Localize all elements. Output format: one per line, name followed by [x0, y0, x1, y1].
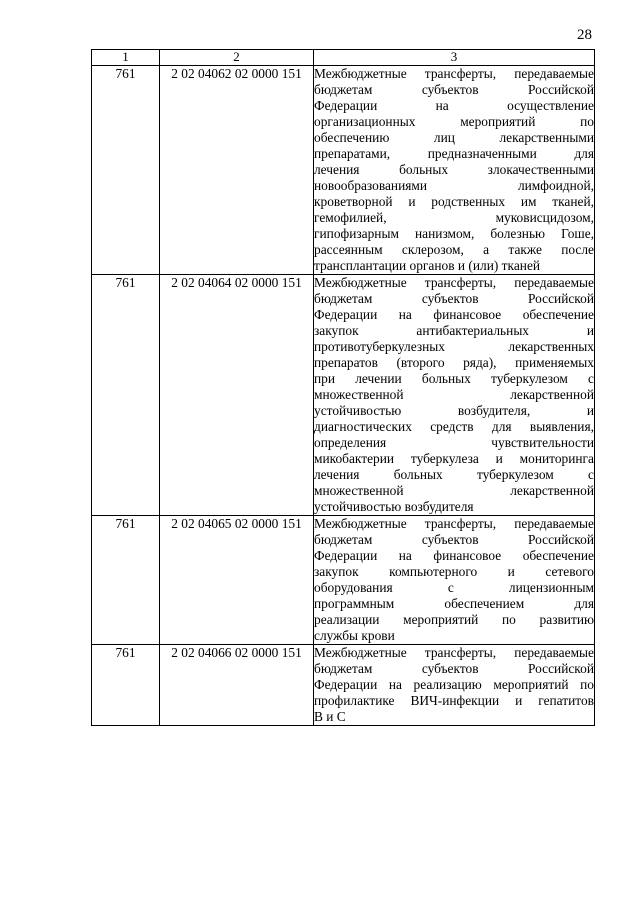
admin-code-cell: 761 — [92, 516, 160, 645]
kbk-code-cell: 2 02 04064 02 0000 151 — [160, 275, 314, 516]
description-line: противотуберкулезных лекарственных — [314, 339, 594, 354]
kbk-code-cell: 2 02 04065 02 0000 151 — [160, 516, 314, 645]
description-line: Федерации на финансовое обеспечение — [314, 548, 594, 563]
description-line: Межбюджетные трансферты, передаваемые — [314, 516, 594, 531]
description-line: бюджетам субъектов Российской — [314, 291, 594, 306]
description-line: кроветворной и родственных им тканей, — [314, 194, 594, 209]
description-line: обеспечению лиц лекарственными — [314, 130, 594, 145]
description-line: определения чувствительности — [314, 435, 594, 450]
description-line: службы крови — [314, 628, 395, 643]
description-line: гипофизарным нанизмом, болезнью Гоше, — [314, 226, 594, 241]
page-number: 28 — [577, 27, 592, 43]
header-col-2: 2 — [160, 50, 314, 66]
description-line: лечения больных туберкулезом с — [314, 467, 594, 482]
description-line: бюджетам субъектов Российской — [314, 661, 594, 676]
description-line: Межбюджетные трансферты, передаваемые — [314, 275, 594, 290]
description-line: рассеянным склерозом, а также после — [314, 242, 594, 257]
description-line: бюджетам субъектов Российской — [314, 532, 594, 547]
description-line: лечения больных злокачественными — [314, 162, 594, 177]
description-line: организационных мероприятий по — [314, 114, 594, 129]
description-cell — [314, 516, 595, 645]
description-line: Федерации на реализацию мероприятий по — [314, 677, 594, 692]
description-line: множественной лекарственной — [314, 483, 594, 498]
description-cell — [314, 645, 595, 726]
table-row — [92, 66, 595, 275]
description-line: закупок антибактериальных и — [314, 323, 594, 338]
description-cell — [314, 275, 595, 516]
description-line: множественной лекарственной — [314, 387, 594, 402]
description-line: гемофилией, муковисцидозом, — [314, 210, 594, 225]
header-col-3: 3 — [314, 50, 595, 66]
kbk-code-cell: 2 02 04066 02 0000 151 — [160, 645, 314, 726]
description-line: препаратами, предназначенными для — [314, 146, 594, 161]
description-line: реализации мероприятий по развитию — [314, 612, 594, 627]
description-line: Федерации на осуществление — [314, 98, 594, 113]
description-line: диагностических средств для выявления, — [314, 419, 594, 434]
table-row — [92, 275, 595, 516]
description-line: при лечении больных туберкулезом с — [314, 371, 594, 386]
description-line: устойчивостью возбудителя — [314, 499, 474, 514]
description-line: новообразованиями лимфоидной, — [314, 178, 594, 193]
header-col-1: 1 — [92, 50, 160, 66]
description-line: трансплантации органов и (или) тканей — [314, 258, 541, 273]
description-line: Межбюджетные трансферты, передаваемые — [314, 66, 594, 81]
admin-code-cell: 761 — [92, 275, 160, 516]
description-line: программным обеспечением для — [314, 596, 594, 611]
description-line: микобактерии туберкулеза и мониторинга — [314, 451, 594, 466]
description-line: устойчивостью возбудителя, и — [314, 403, 594, 418]
header-row — [92, 50, 595, 66]
admin-code-cell: 761 — [92, 66, 160, 275]
budget-classification-table — [91, 49, 595, 726]
description-line: В и С — [314, 709, 346, 724]
kbk-code-cell: 2 02 04062 02 0000 151 — [160, 66, 314, 275]
description-line: бюджетам субъектов Российской — [314, 82, 594, 97]
table-row — [92, 645, 595, 726]
description-line: закупок компьютерного и сетевого — [314, 564, 594, 579]
description-line: препаратов (второго ряда), применяемых — [314, 355, 594, 370]
description-cell — [314, 66, 595, 275]
description-line: профилактике ВИЧ-инфекции и гепатитов — [314, 693, 594, 708]
admin-code-cell: 761 — [92, 645, 160, 726]
table-row — [92, 516, 595, 645]
description-line: Федерации на финансовое обеспечение — [314, 307, 594, 322]
description-line: Межбюджетные трансферты, передаваемые — [314, 645, 594, 660]
description-line: оборудования с лицензионным — [314, 580, 594, 595]
